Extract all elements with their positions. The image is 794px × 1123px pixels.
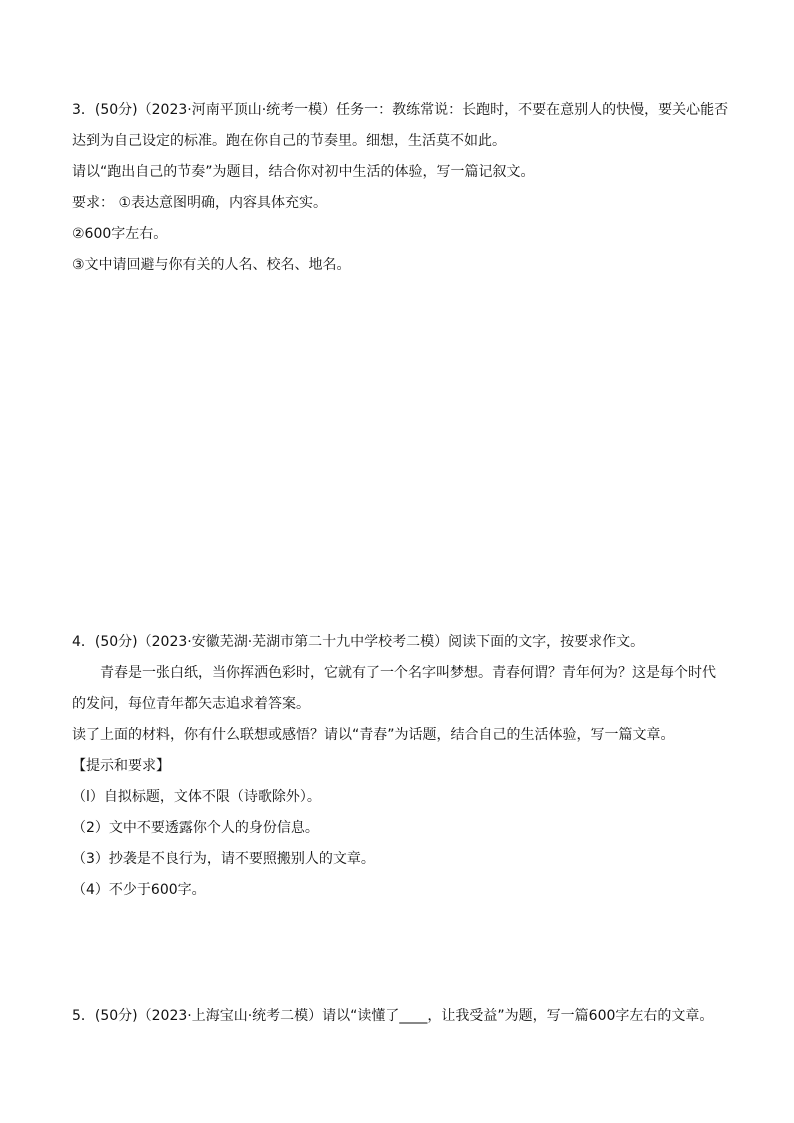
question-4-line-9: （4）不少于600字。	[72, 882, 206, 898]
question-3-line-5: ②600字左右。	[72, 226, 168, 242]
question-5-line-1: 5．(50分)（2023·上海宝山·统考二模）请以“读懂了____，让我受益”为题，写一篇600字左右的文章。	[72, 1008, 714, 1024]
question-3-line-4: 要求： ①表达意图明确，内容具体充实。	[72, 195, 327, 211]
question-3-line-1: 3．(50分)（2023·河南平顶山·统考一模）任务一：教练常说：长跑时，不要在意别人的快慢，要关心能否	[72, 102, 729, 118]
question-3-line-6: ③文中请回避与你有关的人名、校名、地名。	[72, 257, 351, 273]
question-4-line-5: 【提示和要求】	[72, 758, 170, 774]
question-4-line-6: （l）自拟标题，文体不限（诗歌除外）。	[72, 789, 321, 805]
question-3-line-2: 达到为自己设定的标准。跑在你自己的节奏里。细想，生活莫不如此。	[72, 133, 506, 149]
question-3-line-3: 请以“跑出自己的节奏”为题目，结合你对初中生活的体验，写一篇记叙文。	[72, 164, 535, 180]
question-4-line-2: 青春是一张白纸，当你挥洒色彩时，它就有了一个名字叫梦想。青春何谓？青年何为？这是每个时代	[100, 665, 716, 681]
question-4-line-1: 4．(50分)（2023·安徽芜湖·芜湖市第二十九中学校考二模）阅读下面的文字，按要求作文。	[72, 634, 645, 650]
question-4-line-3: 的发问，每位青年都矢志追求着答案。	[72, 696, 310, 712]
question-4-line-8: （3）抄袭是不良行为，请不要照搬别人的文章。	[72, 851, 375, 867]
question-4-line-4: 读了上面的材料，你有什么联想或感悟？请以“青春”为话题，结合自己的生活体验，写一篇文章。	[72, 727, 675, 743]
question-4-line-7: （2）文中不要透露你个人的身份信息。	[72, 820, 319, 836]
